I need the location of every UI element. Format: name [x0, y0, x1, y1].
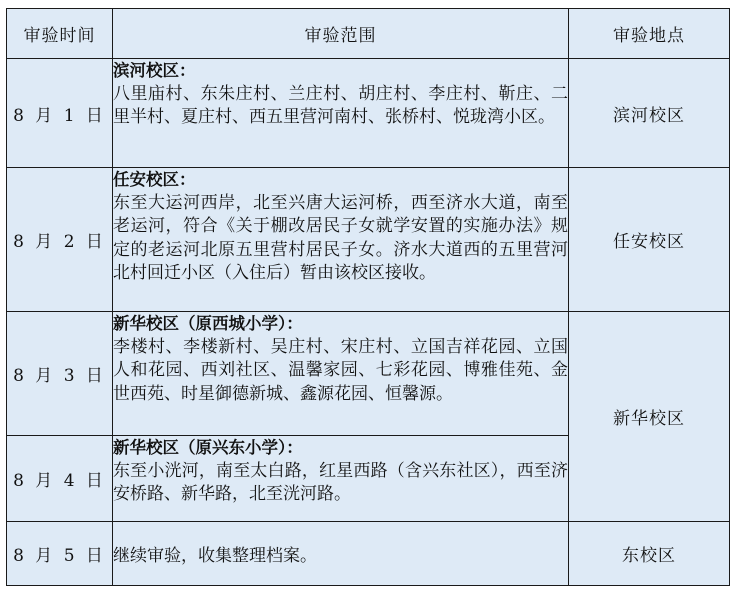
campus-title: 任安校区： — [113, 170, 196, 189]
review-schedule-table — [6, 8, 730, 586]
campus-title: 新华校区（原兴东小学）： — [113, 438, 303, 457]
campus-title: 滨河校区： — [113, 61, 196, 80]
table-row — [7, 59, 730, 168]
place-cell: 东校区 — [569, 522, 730, 586]
campus-title: 新华校区（原西城小学）： — [113, 314, 303, 333]
scope-cell — [113, 168, 569, 312]
area-description: 李楼村、李楼新村、吴庄村、宋庄村、立国吉祥花园、立国人和花园、西刘社区、温馨家园、七彩花园、博雅佳苑、金世西苑、时星御德新城、鑫源花园、恒馨源。 — [113, 336, 568, 404]
table-row — [7, 312, 730, 436]
header-scope: 审验范围 — [113, 9, 569, 59]
table-row — [7, 522, 730, 586]
place-cell: 新华校区 — [569, 312, 730, 522]
header-date: 审验时间 — [7, 9, 113, 59]
date-cell: 8 月 4 日 — [7, 436, 113, 522]
area-description: 东至大运河西岸，北至兴唐大运河桥，西至济水大道，南至老运河，符合《关于棚改居民子女就学安置的实施办法》规定的老运河北原五里营村居民子女。济水大道西的五里营河北村回迁小区（入住后）暂由该校区接收。 — [113, 192, 568, 283]
scope-cell — [113, 312, 569, 436]
table-header-row — [7, 9, 730, 59]
place-cell: 任安校区 — [569, 168, 730, 312]
date-cell: 8 月 1 日 — [7, 59, 113, 168]
scope-cell — [113, 59, 569, 168]
date-cell: 8 月 5 日 — [7, 522, 113, 586]
table-row — [7, 168, 730, 312]
place-cell: 滨河校区 — [569, 59, 730, 168]
area-description: 东至小洸河，南至太白路，红星西路（含兴东社区），西至济安桥路、新华路，北至洸河路。 — [113, 460, 568, 504]
header-place: 审验地点 — [569, 9, 730, 59]
scope-cell — [113, 436, 569, 522]
date-cell: 8 月 3 日 — [7, 312, 113, 436]
area-description: 八里庙村、东朱庄村、兰庄村、胡庄村、李庄村、靳庄、二里半村、夏庄村、西五里营河南村、张桥村、悦珑湾小区。 — [113, 83, 568, 127]
scope-cell: 继续审验，收集整理档案。 — [113, 522, 569, 586]
date-cell: 8 月 2 日 — [7, 168, 113, 312]
